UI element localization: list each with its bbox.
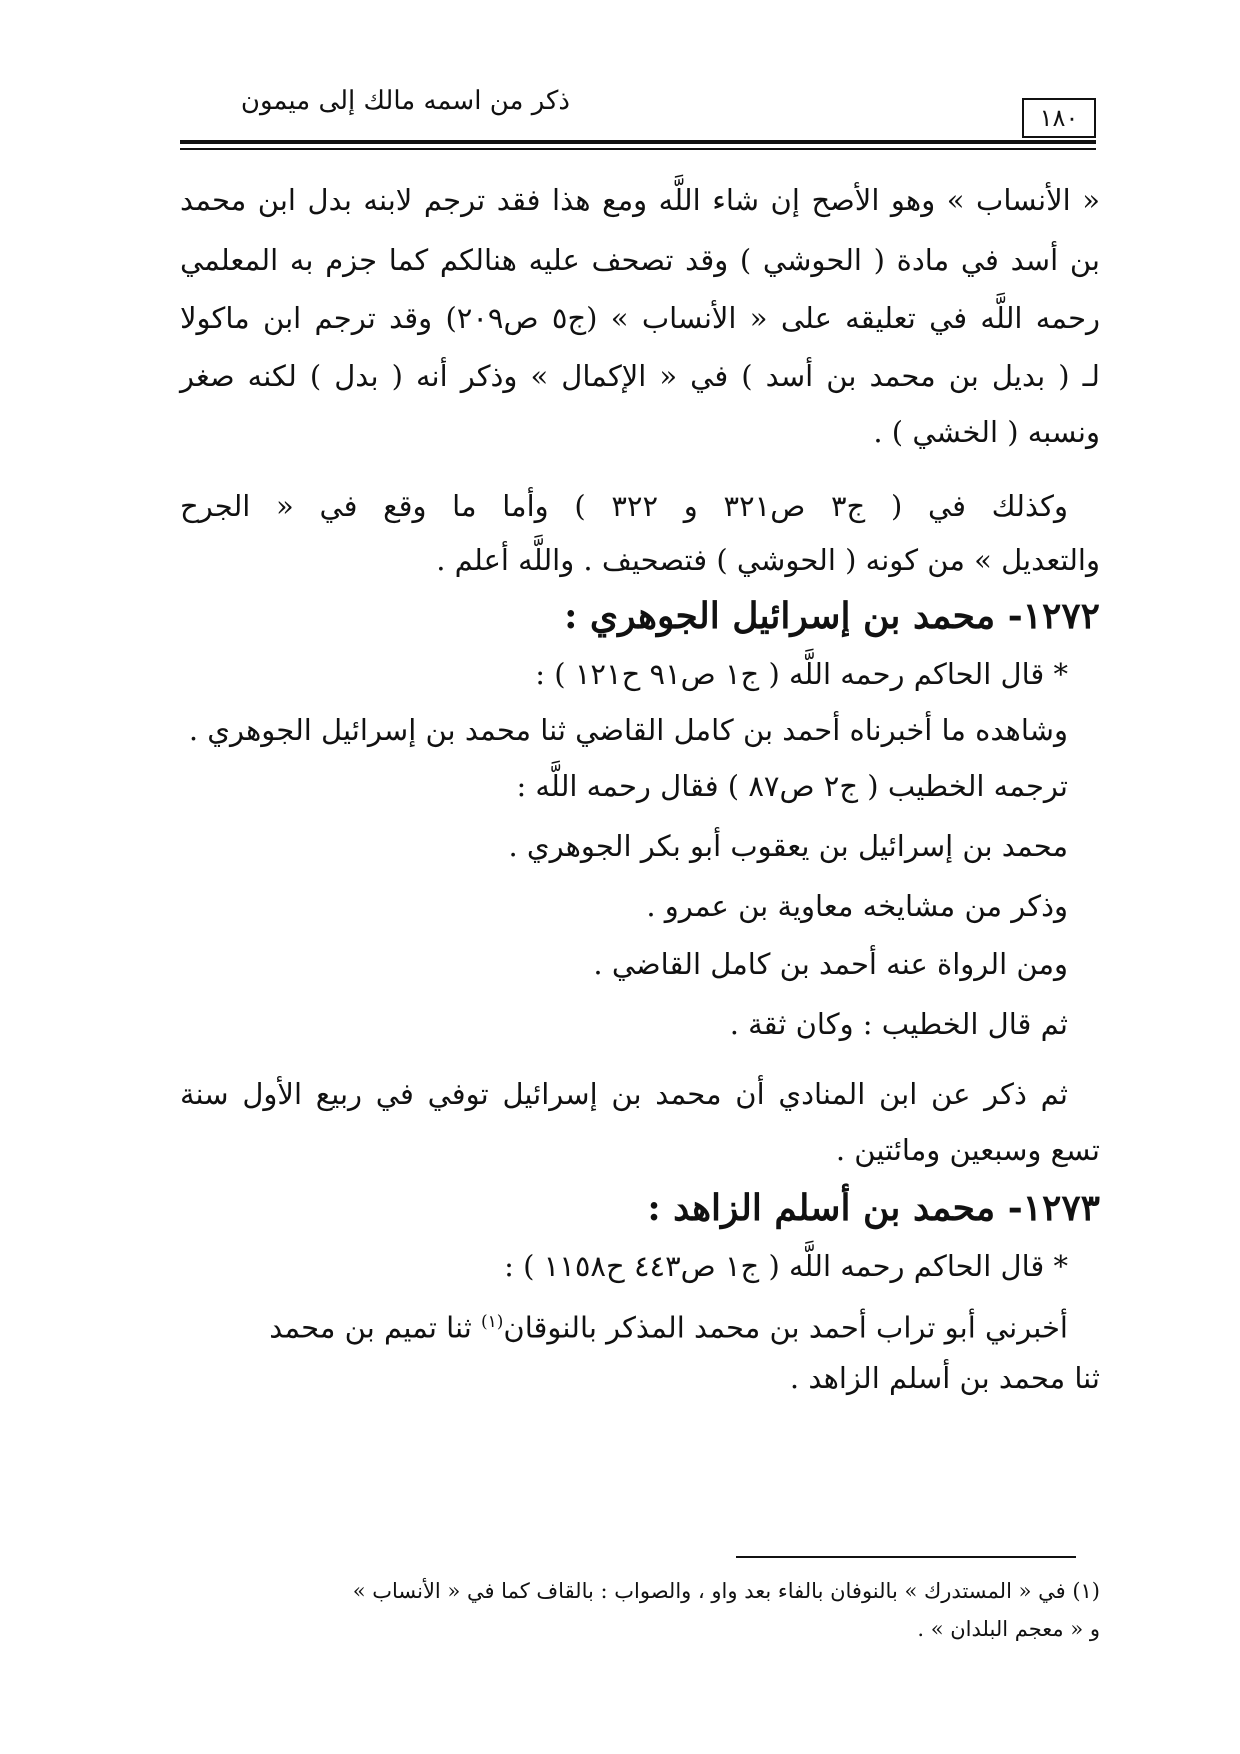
page-number: ١٨٠ xyxy=(1022,98,1096,138)
footnote-line: (١) في « المستدرك » بالنوفان بالفاء بعد واو ، والصواب : بالقاف كما في « الأنساب » xyxy=(352,1579,1100,1603)
entry-title: ١٢٧٢- محمد بن إسرائيل الجوهري : xyxy=(564,595,1100,637)
entry-line: * قال الحاكم رحمه اللَّه ( ج١ ص٤٤٣ ح١١٥٨ ) : xyxy=(504,1249,1068,1283)
entry-line: ترجمه الخطيب ( ج٢ ص٨٧ ) فقال رحمه اللَّه : xyxy=(516,769,1068,803)
body-line: لـ ( بديل بن محمد بن أسد ) في « الإكمال » وذكر أنه ( بدل ) لكنه صغر xyxy=(180,359,1100,393)
body-line: بن أسد في مادة ( الحوشي ) وقد تصحف عليه هنالكم كما جزم به المعلمي xyxy=(180,243,1100,277)
entry-line: * قال الحاكم رحمه اللَّه ( ج١ ص٩١ ح١٢١ ) : xyxy=(535,657,1068,691)
entry-title: ١٢٧٣- محمد بن أسلم الزاهد : xyxy=(647,1187,1100,1229)
footnote-rule xyxy=(736,1556,1076,1558)
entry-line-text: أخبرني أبو تراب أحمد بن محمد المذكر بالنوقان xyxy=(503,1310,1068,1345)
body-line: ونسبه ( الخشي ) . xyxy=(873,415,1100,449)
header-rule-thin xyxy=(180,148,1096,150)
body-line: رحمه اللَّه في تعليقه على « الأنساب » (ج٥ ص٢٠٩) وقد ترجم ابن ماكولا xyxy=(180,301,1101,335)
entry-line: ثم ذكر عن ابن المنادي أن محمد بن إسرائيل توفي في ربيع الأول سنة xyxy=(180,1077,1068,1111)
entry-line: ثنا محمد بن أسلم الزاهد . xyxy=(789,1361,1100,1395)
entry-line xyxy=(180,1302,1068,1344)
entry-line: تسع وسبعين ومائتين . xyxy=(835,1133,1100,1167)
footnote-line: و « معجم البلدان » . xyxy=(917,1617,1100,1641)
entry-line-text: ثنا تميم بن محمد xyxy=(269,1310,481,1345)
entry-line: ثم قال الخطيب : وكان ثقة . xyxy=(729,1007,1068,1041)
entry-line: محمد بن إسرائيل بن يعقوب أبو بكر الجوهري . xyxy=(508,829,1068,863)
body-line: والتعديل » من كونه ( الحوشي ) فتصحيف . واللَّه أعلم . xyxy=(436,543,1100,577)
footnote-marker: (١) xyxy=(481,1312,504,1332)
entry-line: وذكر من مشايخه معاوية بن عمرو . xyxy=(646,889,1068,923)
entry-line: ومن الرواة عنه أحمد بن كامل القاضي . xyxy=(593,947,1068,981)
header-rule xyxy=(180,140,1096,144)
entry-line: وشاهده ما أخبرناه أحمد بن كامل القاضي ثنا محمد بن إسرائيل الجوهري . xyxy=(188,713,1068,747)
body-line: « الأنساب » وهو الأصح إن شاء اللَّه ومع هذا فقد ترجم لابنه بدل ابن محمد xyxy=(180,183,1100,217)
body-line: وكذلك في ( ج٣ ص٣٢١ و ٣٢٢ ) وأما ما وقع في « الجرح xyxy=(180,489,1068,523)
running-header-title: ذكر من اسمه مالك إلى ميمون xyxy=(240,86,570,116)
